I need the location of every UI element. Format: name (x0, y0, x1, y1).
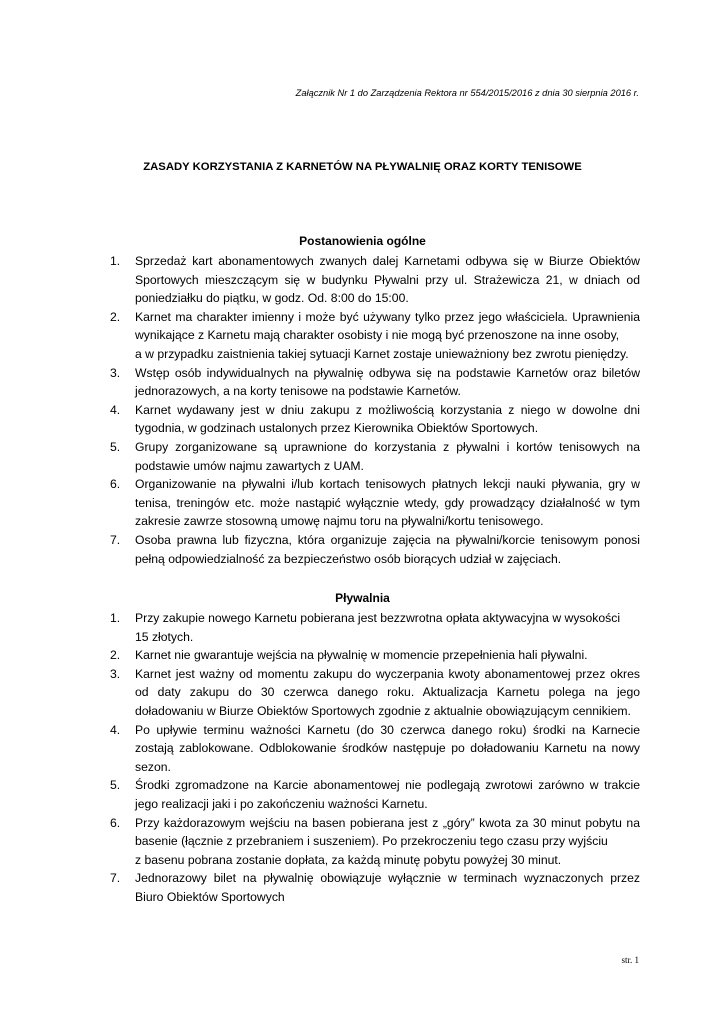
list-item: 4. Po upływie terminu ważności Karnetu (do 30 czerwca danego roku) środki na Karnecie zostają zablokowane. Odblokowanie środków następuje po doładowaniu Karnetu na nowy sezon. (110, 722, 640, 774)
list-item: 7. Jednorazowy bilet na pływalnię obowiązuje wyłącznie w terminach wyznaczonych przez Biuro Obiektów Sportowych (110, 871, 640, 904)
list-item: 5. Środki zgromadzone na Karcie abonamentowej nie podlegają zwrotowi zarówno w trakcie jego realizacji jaki i po zakończeniu ważności Karnetu. (110, 778, 640, 811)
pool-rules-list (110, 609, 640, 907)
list-item: 6. Organizowanie na pływalni i/lub kortach tenisowych płatnych lekcji nauki pływania, gry w tenisa, treningów etc. może nastąpić wyłącznie wtedy, gdy prowadzący działalność w tym zakresie zawrze stosowną umowę najmu toru na pływalni/kortu tenisowego. (110, 477, 640, 529)
list-item: 2. Karnet nie gwarantuje wejścia na pływalnię w momencie przepełnienia hali pływalni. (110, 648, 588, 663)
annex-note: Załącznik Nr 1 do Zarządzenia Rektora nr 554/2015/2016 z dnia 30 sierpnia 2016 r. (295, 88, 639, 98)
list-item: 5. Grupy zorganizowane są uprawnione do korzystania z pływalni i kortów tenisowych na podstawie umów najmu zawartych z UAM. (110, 439, 640, 473)
list-item: 2. Karnet ma charakter imienny i może być używany tylko przez jego właściciela. Uprawnienia wynikające z Karnetu mają charakter osobisty i nie mogą być przenoszone na inne osoby, a w przypadku zaistnienia takiej sytuacji Karnet zostaje unieważniony bez zwrotu pieniędzy. (110, 309, 640, 361)
list-item: 1. Przy zakupie nowego Karnetu pobierana jest bezzwrotna opłata aktywacyjna w wysokości 15 złotych. (110, 611, 621, 644)
page-number: str. 1 (621, 955, 639, 965)
document-title: ZASADY KORZYSTANIA Z KARNETÓW NA PŁYWALNIĘ ORAZ KORTY TENISOWE (143, 161, 582, 173)
list-item: 7. Osoba prawna lub fizyczna, która organizuje zajęcia na pływalni/korcie tenisowym ponosi pełną odpowiedzialność za bezpieczeństwo osób biorących udział w zajęciach. (110, 532, 640, 566)
list-item: 1. Sprzedaż kart abonamentowych zwanych dalej Karnetami odbywa się w Biurze Obiektów Sportowych mieszczącym się w budynku Pływalni przy ul. Strażewicza 21, w dniach od poniedziałku do piątku, w godz. Od. 8:00 do 15:00. (110, 254, 640, 306)
list-item: 6. Przy każdorazowym wejściu na basen pobierana jest z „góry” kwota za 30 minut pobytu na basenie (łącznie z przebraniem i suszeniem). Po przekroczeniu tego czasu przy wyjściu z basenu pobrana zostanie dopłata, za każdą minutę pobytu powyżej 30 minut. (110, 815, 640, 867)
section-heading-general: Postanowienia ogólne (299, 234, 426, 248)
list-item: 4. Karnet wydawany jest w dniu zakupu z możliwością korzystania z niego w dowolne dni tygodnia, w godzinach ustalonych przez Kierownika Obiektów Sportowych. (110, 402, 640, 436)
list-item: 3. Karnet jest ważny od momentu zakupu do wyczerpania kwoty abonamentowej przez okres od daty zakupu do 30 czerwca danego roku. Aktualizacja Karnetu polega na jego doładowaniu w Biurze Obiektów Sportowych zgodnie z aktualnie obowiązującym cennikiem. (110, 666, 640, 718)
general-provisions-list (110, 252, 640, 568)
list-item: 3. Wstęp osób indywidualnych na pływalnię odbywa się na podstawie Karnetów oraz biletów jednorazowych, a na korty tenisowe na podstawie Karnetów. (110, 365, 640, 399)
section-heading-pool: Pływalnia (335, 591, 390, 605)
